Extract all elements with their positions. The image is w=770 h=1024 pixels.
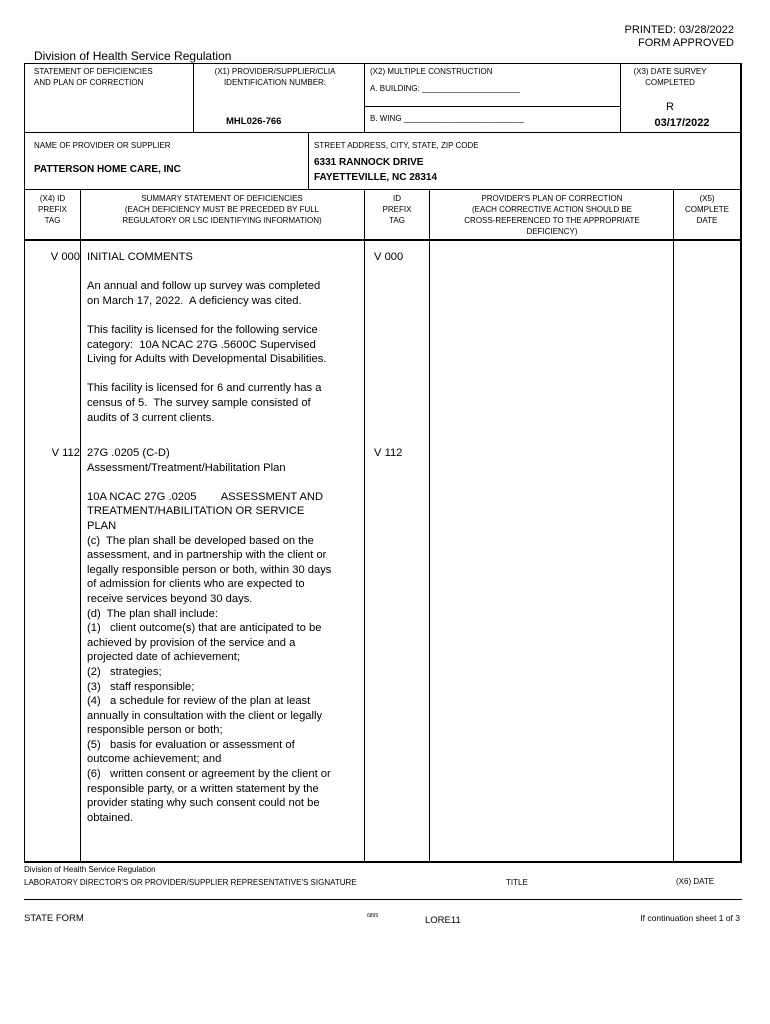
- provider-name: PATTERSON HOME CARE, INC: [34, 164, 181, 175]
- id-header: ID PREFIX TAG: [382, 194, 412, 225]
- wing-label: B. WING ___________________________: [370, 114, 524, 123]
- column-header-bottom: [24, 239, 741, 241]
- col-line-summary: [364, 190, 365, 862]
- frame-right: [740, 63, 742, 862]
- form-number: 6899: [367, 913, 379, 919]
- form-approved: FORM APPROVED: [638, 37, 734, 49]
- entry-body-v000: [87, 250, 363, 440]
- x3-date: 03/17/2022: [654, 117, 710, 129]
- col-line-x4: [80, 190, 81, 862]
- x2-label: (X2) MULTIPLE CONSTRUCTION: [370, 67, 493, 76]
- signature-label: LABORATORY DIRECTOR'S OR PROVIDER/SUPPLIER REPRESENTATIVE'S SIGNATURE: [24, 878, 357, 887]
- state-form-label: STATE FORM: [24, 913, 84, 924]
- entry-id-tag-v000: V 000: [374, 251, 404, 263]
- form-code: LORE11: [425, 915, 461, 926]
- provider-name-label: NAME OF PROVIDER OR SUPPLIER: [34, 141, 171, 150]
- plan-header: PROVIDER'S PLAN OF CORRECTION (EACH CORRECTIVE ACTION SHOULD BE CROSS-REFERENCED TO THE APPROPRIATE DEFICIENCY): [464, 194, 640, 236]
- divider-x1: [193, 63, 194, 133]
- entry-paragraph: 10A NCAC 27G .0205 ASSESSMENT AND TREATMENT/HABILITATION OR SERVICE PLAN (c) The plan shall be developed based on the assessment, and in partnership with the client or legally responsible person or both, within 30 days of admission for clients who are expected to receive services beyond 30 days. (d) The plan shall include: (1) client outcome(s) that are anticipated to be achieved by provision of the service and a projected date of achievement; (2) strategies; (3) staff responsible; (4) a schedule for review of the plan at least annually in consultation with the client or legally responsible person or both; (5) basis for evaluation or assessment of outcome achievement; and (6) written consent or agreement by the client or responsible party, or a written statement by the provider stating why such consent could not be obtained.: [87, 490, 332, 824]
- entry-tag-v112: V 112: [51, 447, 80, 459]
- printed-date: PRINTED: 03/28/2022: [624, 24, 734, 36]
- building-label: A. BUILDING: ______________________: [370, 84, 520, 93]
- x4-header: (X4) ID PREFIX TAG: [38, 194, 67, 225]
- x5-header: (X5) COMPLETE DATE: [684, 194, 729, 225]
- building-divider: [364, 106, 620, 107]
- statement-label: STATEMENT OF DEFICIENCIES AND PLAN OF CORRECTION: [34, 67, 153, 87]
- address-line1: 6331 RANNOCK DRIVE: [314, 157, 424, 168]
- provider-divider: [308, 132, 309, 190]
- top-row-bottom: [24, 132, 741, 133]
- frame-bottom: [24, 861, 742, 863]
- divider-x3: [620, 63, 621, 133]
- entry-id-tag-v112: V 112: [374, 447, 403, 459]
- frame-left: [24, 63, 25, 862]
- title-label: TITLE: [506, 878, 528, 887]
- division-title: Division of Health Service Regulation: [34, 49, 232, 63]
- provider-row-bottom: [24, 189, 741, 190]
- summary-header: SUMMARY STATEMENT OF DEFICIENCIES (EACH DEFICIENCY MUST BE PRECEDED BY FULL REGULATORY OR LSC IDENTIFYING INFORMATION): [122, 194, 322, 225]
- print-info: [625, 24, 734, 50]
- entry-body-v112: [87, 446, 363, 840]
- divider-x2: [364, 63, 365, 133]
- col-line-plan: [673, 190, 674, 862]
- x1-label: (X1) PROVIDER/SUPPLIER/CLIA IDENTIFICATION NUMBER:: [214, 67, 336, 87]
- x3-code: R: [666, 101, 674, 113]
- entry-paragraph: 27G .0205 (C-D) Assessment/Treatment/Habilitation Plan: [87, 447, 286, 474]
- x1-value: MHL026-766: [226, 116, 282, 127]
- entry-paragraph: This facility is licensed for 6 and currently has a census of 5. The survey sample consisted of audits of 3 current clients.: [87, 382, 322, 424]
- entry-paragraph: INITIAL COMMENTS: [87, 251, 193, 263]
- footer-division: Division of Health Service Regulation: [24, 865, 156, 874]
- continuation-sheet: If continuation sheet 1 of 3: [640, 913, 740, 923]
- x6-date-label: (X6) DATE: [676, 877, 715, 886]
- frame-top: [24, 63, 741, 64]
- entry-paragraph: This facility is licensed for the following service category: 10A NCAC 27G .5600C Supervised Living for Adults with Developmental Disabilities.: [87, 323, 327, 366]
- entry-tag-v000: V 000: [50, 251, 80, 263]
- signature-bottom-line: [24, 899, 742, 900]
- address-label: STREET ADDRESS, CITY, STATE, ZIP CODE: [314, 141, 479, 150]
- address-line2: FAYETTEVILLE, NC 28314: [314, 172, 438, 183]
- entry-paragraph: An annual and follow up survey was completed on March 17, 2022. A deficiency was cited.: [87, 280, 321, 307]
- x3-label: (X3) DATE SURVEY COMPLETED: [633, 67, 707, 87]
- col-line-id: [429, 190, 430, 862]
